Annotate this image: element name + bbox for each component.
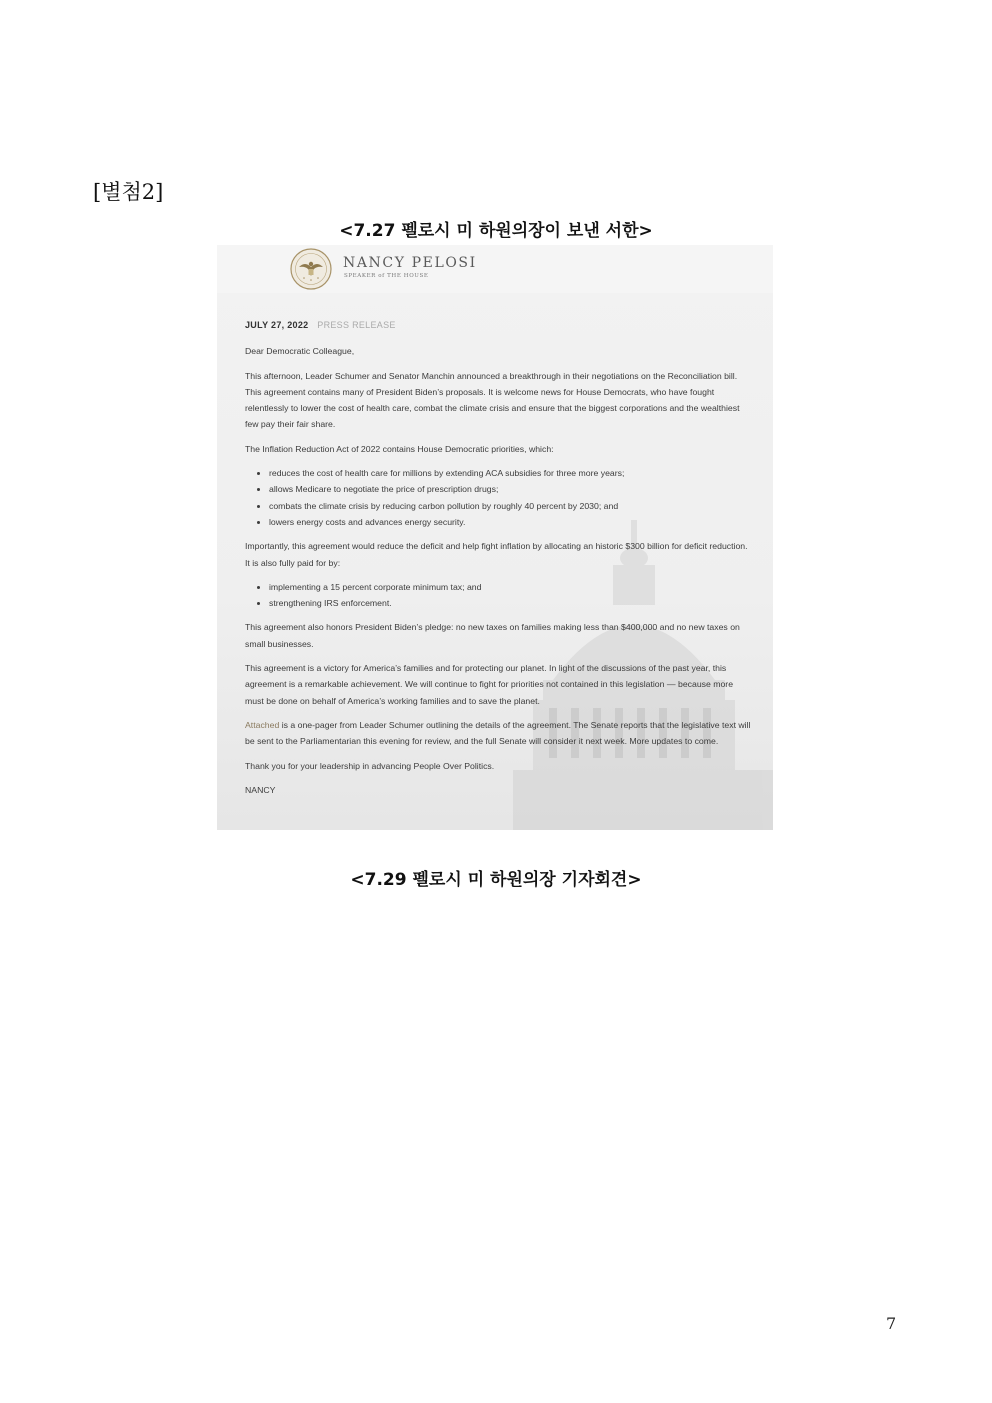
speaker-seal-icon xyxy=(290,248,332,290)
brand-subtitle: SPEAKER of THE HOUSE xyxy=(344,273,429,279)
letter-date: JULY 27, 2022 xyxy=(245,320,309,330)
paragraph-7: Thank you for your leadership in advancing People Over Politics. xyxy=(245,760,495,771)
page-number: 7 xyxy=(886,1314,897,1333)
signature: NANCY xyxy=(245,784,276,795)
letterhead xyxy=(217,245,773,293)
paragraph-5: This agreement is a victory for America’s families and for protecting our planet. In light of the discussions of the past year, this agreement is a remarkable achievement. We will continue to fight for priorities not contained in this legislation — because more must be done on behalf of America’s working families and to save the planet. xyxy=(245,663,734,706)
list-item: • allows Medicare to negotiate the price of prescription drugs; xyxy=(269,481,753,497)
paragraph-2: The Inflation Reduction Act of 2022 contains House Democratic priorities, which: xyxy=(245,443,554,454)
paragraph-6 xyxy=(245,717,753,750)
list-item: • lowers energy costs and advances energy security. xyxy=(269,514,753,530)
letter-image xyxy=(217,245,773,830)
letter-caption: <7.27 펠로시 미 하원의장이 보낸 서한> xyxy=(339,221,653,241)
letter-category: PRESS RELEASE xyxy=(317,320,396,330)
brand-name: NANCY PELOSI xyxy=(343,255,477,271)
list-item: • reduces the cost of health care for millions by extending ACA subsidies for three more years; xyxy=(269,465,753,481)
list-item: • strengthening IRS enforcement. xyxy=(269,595,753,611)
attachment-label: [별첨2] xyxy=(93,180,164,204)
press-conference-caption: <7.29 펠로시 미 하원의장 기자회견> xyxy=(350,870,642,890)
list-item: • implementing a 15 percent corporate minimum tax; and xyxy=(269,579,753,595)
dateline xyxy=(245,317,753,333)
paragraph-3: Importantly, this agreement would reduce the deficit and help fight inflation by allocating an historic $300 billion for deficit reduction. It is also fully paid for by: xyxy=(245,541,748,568)
priorities-list xyxy=(245,465,753,530)
list-item: • combats the climate crisis by reducing carbon pollution by roughly 40 percent by 2030; and xyxy=(269,498,753,514)
paragraph-6-text: is a one-pager from Leader Schumer outlining the details of the agreement. The Senate reports that the legislative text will be sent to the Parliamentarian this evening for review, and the full Senate will consider it next week. More updates to come. xyxy=(245,719,751,747)
funding-list xyxy=(245,579,753,612)
paragraph-1: This afternoon, Leader Schumer and Senator Manchin announced a breakthrough in their negotiations on the Reconciliation bill. This agreement contains many of President Biden’s proposals. It is welcome news for House Democrats, who have fought relentlessly to lower the cost of health care, combat the climate crisis and ensure that the biggest corporations and the wealthiest few pay their fair share. xyxy=(245,370,740,430)
salutation: Dear Democratic Colleague, xyxy=(245,346,355,357)
attached-link[interactable]: Attached xyxy=(245,719,280,730)
paragraph-4: This agreement also honors President Biden’s pledge: no new taxes on families making less than $400,000 and no new taxes on small businesses. xyxy=(245,622,740,649)
letter-body xyxy=(245,317,753,806)
